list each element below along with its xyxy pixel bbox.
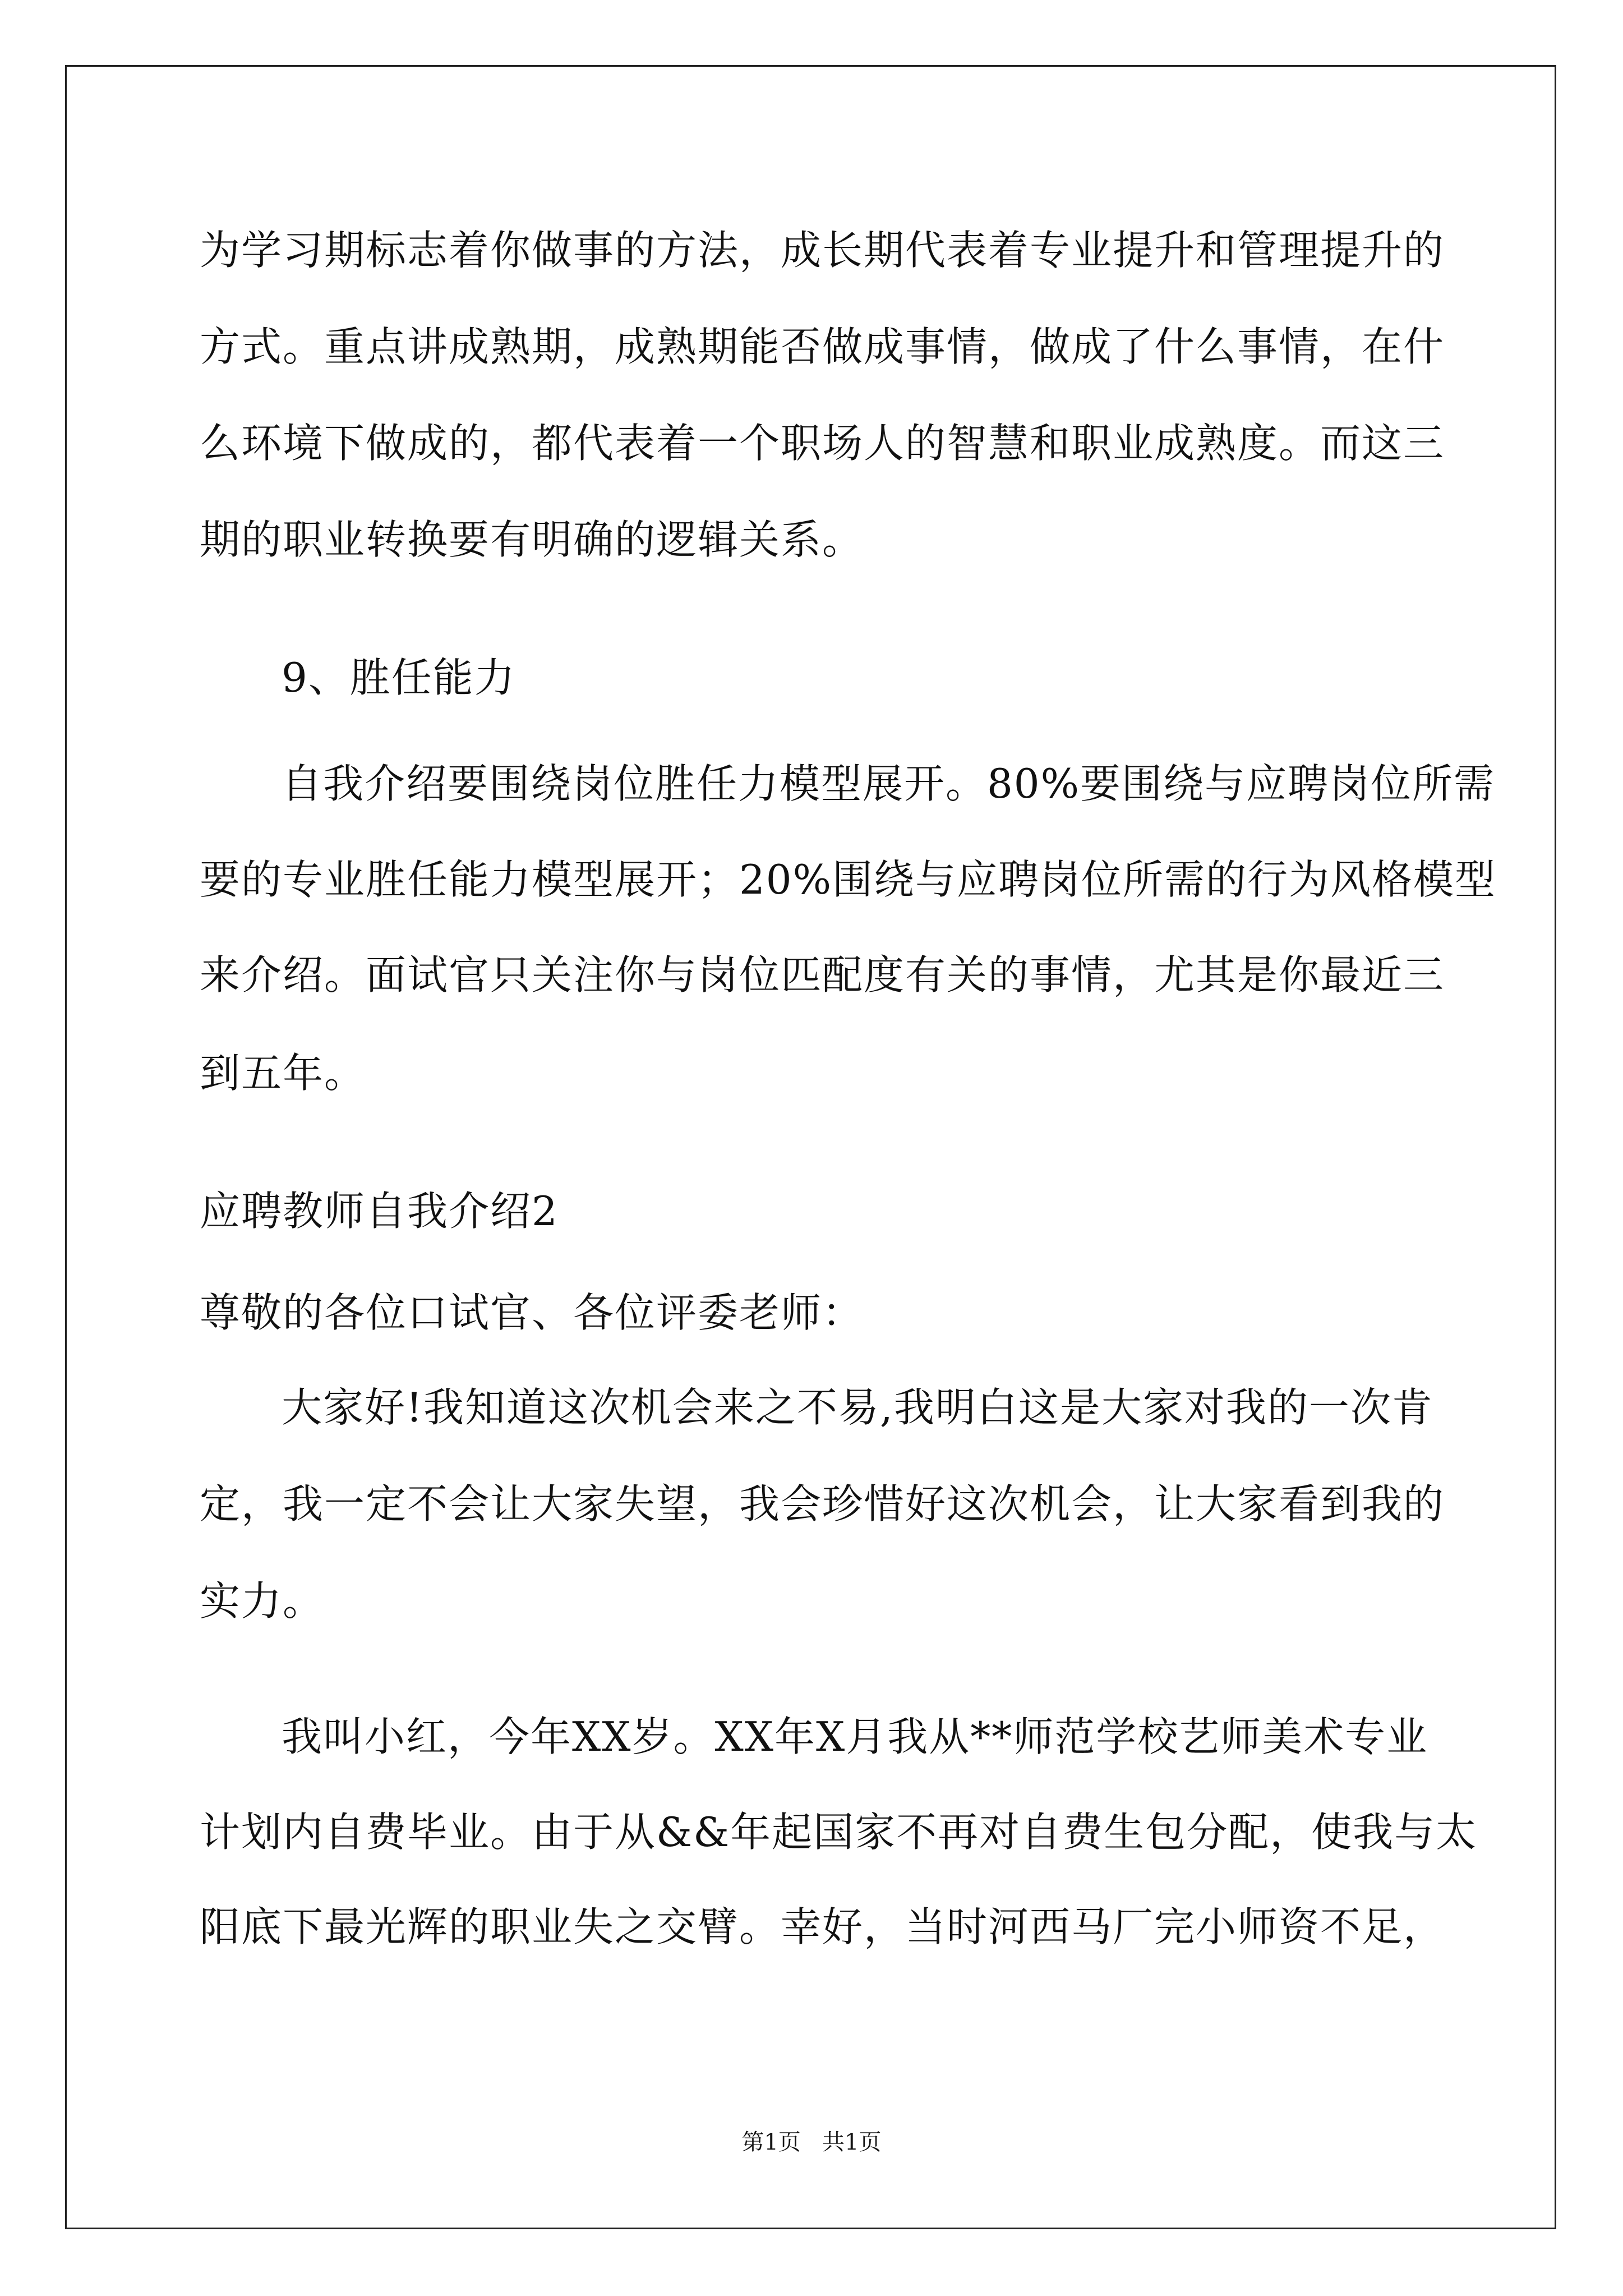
text-line: 么环境下做成的，都代表着一个职场人的智慧和职业成熟度。而这三 [200, 420, 1445, 467]
text-line: 大家好!我知道这次机会来之不易,我明白这是大家对我的一次肯 [282, 1384, 1433, 1431]
text-line: 计划内自费毕业。由于从&&年起国家不再对自费生包分配，使我与太 [200, 1809, 1478, 1856]
section-heading: 9、胜任能力 [282, 654, 516, 701]
salutation: 尊敬的各位口试官、各位评委老师： [200, 1289, 864, 1336]
text-line: 来介绍。面试官只关注你与岗位匹配度有关的事情，尤其是你最近三 [200, 951, 1445, 999]
text-line: 方式。重点讲成熟期，成熟期能否做成事情，做成了什么事情，在什 [200, 323, 1445, 370]
text-line: 到五年。 [200, 1050, 366, 1097]
text-line: 期的职业转换要有明确的逻辑关系。 [200, 516, 864, 563]
page-footer: 第1页 共1页 [741, 2129, 882, 2155]
text-line: 我叫小红，今年XX岁。XX年X月我从**师范学校艺师美术专业 [282, 1713, 1428, 1760]
text-line: 实力。 [200, 1577, 325, 1625]
text-line: 自我介绍要围绕岗位胜任力模型展开。80%要围绕与应聘岗位所需 [282, 760, 1496, 807]
article-title: 应聘教师自我介绍2 [200, 1188, 559, 1235]
text-line: 定，我一定不会让大家失望，我会珍惜好这次机会，让大家看到我的 [200, 1480, 1445, 1527]
text-line: 要的专业胜任能力模型展开；20%围绕与应聘岗位所需的行为风格模型 [200, 856, 1497, 903]
text-line: 为学习期标志着你做事的方法，成长期代表着专业提升和管理提升的 [200, 227, 1445, 274]
text-line: 阳底下最光辉的职业失之交臂。幸好，当时河西马厂完小师资不足， [200, 1903, 1445, 1950]
